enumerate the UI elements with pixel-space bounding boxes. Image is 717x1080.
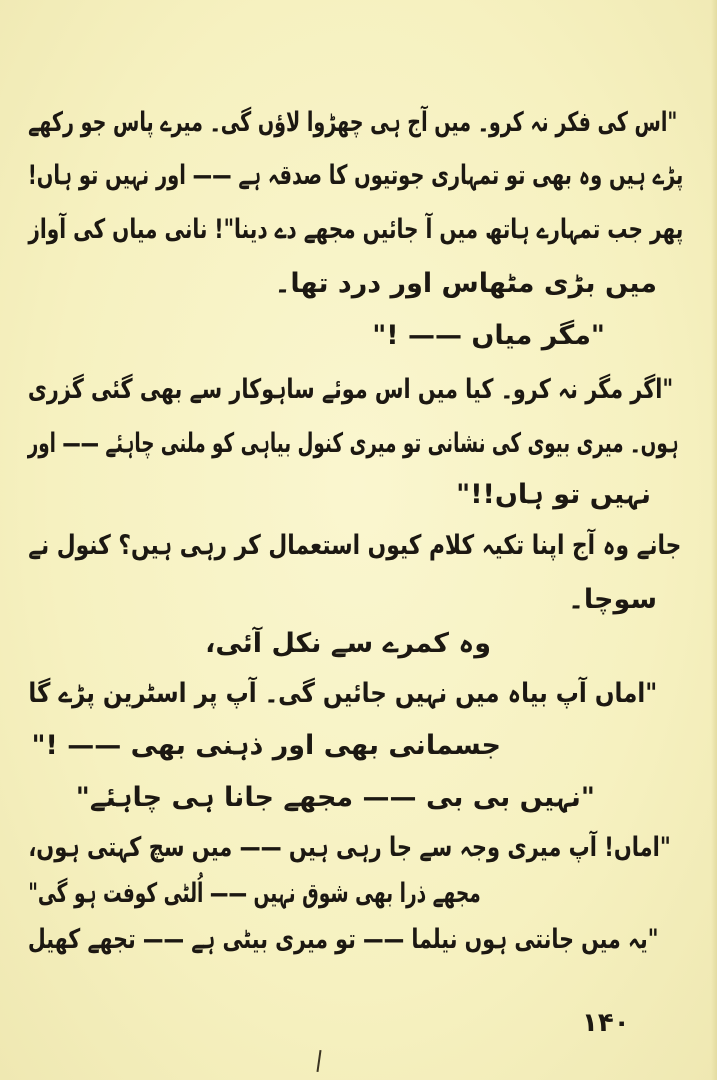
text-line-3: پھر جب تمہارے ہاتھ میں آ جائیں مجھے دے دینا"! نانی میاں کی آواز — [28, 214, 683, 245]
text-line-2: پڑے ہیں وہ بھی تو تمہاری جوتیوں کا صدقہ ہے —— اور نہیں تو ہاں! — [27, 160, 683, 191]
text-line-5: "مگر میاں —— !" — [372, 320, 605, 351]
text-line-9: جانے وہ آج اپنا تکیہ کلام کیوں استعمال کر رہی ہیں؟ کنول نے — [27, 530, 681, 561]
text-line-8: نہیں تو ہاں!!" — [456, 479, 651, 510]
text-line-11: وہ کمرے سے نکل آئی، — [205, 628, 491, 659]
text-line-7: ہوں۔ میری بیوی کی نشانی تو میری کنول بیاہی کو ملنی چاہئے —— اور — [28, 428, 679, 459]
page-number: ۱۴۰ — [582, 1008, 630, 1038]
text-line-10: سوچا۔ — [568, 584, 657, 615]
page-edge — [711, 0, 717, 1080]
text-line-16: مجھے ذرا بھی شوق نہیں —— اُلٹی کوفت ہو گی" — [28, 878, 481, 909]
text-line-14: "نہیں بی بی —— مجھے جانا ہی چاہئے" — [75, 782, 595, 813]
text-line-13: جسمانی بھی اور ذہنی بھی —— !" — [31, 730, 501, 761]
text-line-15: "اماں! آپ میری وجہ سے جا رہی ہیں —— میں سچ کہتی ہوں، — [28, 832, 671, 863]
text-line-17: "یہ میں جانتی ہوں نیلما —— تو میری بیٹی ہے —— تجھے کھیل — [28, 924, 659, 955]
margin-mark — [316, 1050, 321, 1072]
text-line-4: میں بڑی مٹھاس اور درد تھا۔ — [274, 268, 657, 299]
text-line-6: "اگر مگر نہ کرو۔ کیا میں اس موئے ساہوکار سے بھی گئی گزری — [27, 374, 673, 405]
text-line-1: "اس کی فکر نہ کرو۔ میں آج ہی چھڑوا لاؤں گی۔ میرے پاس جو رکھے — [27, 107, 677, 138]
text-line-12: "اماں آپ بیاہ میں نہیں جائیں گی۔ آپ پر اسٹرین پڑے گا — [28, 678, 657, 709]
